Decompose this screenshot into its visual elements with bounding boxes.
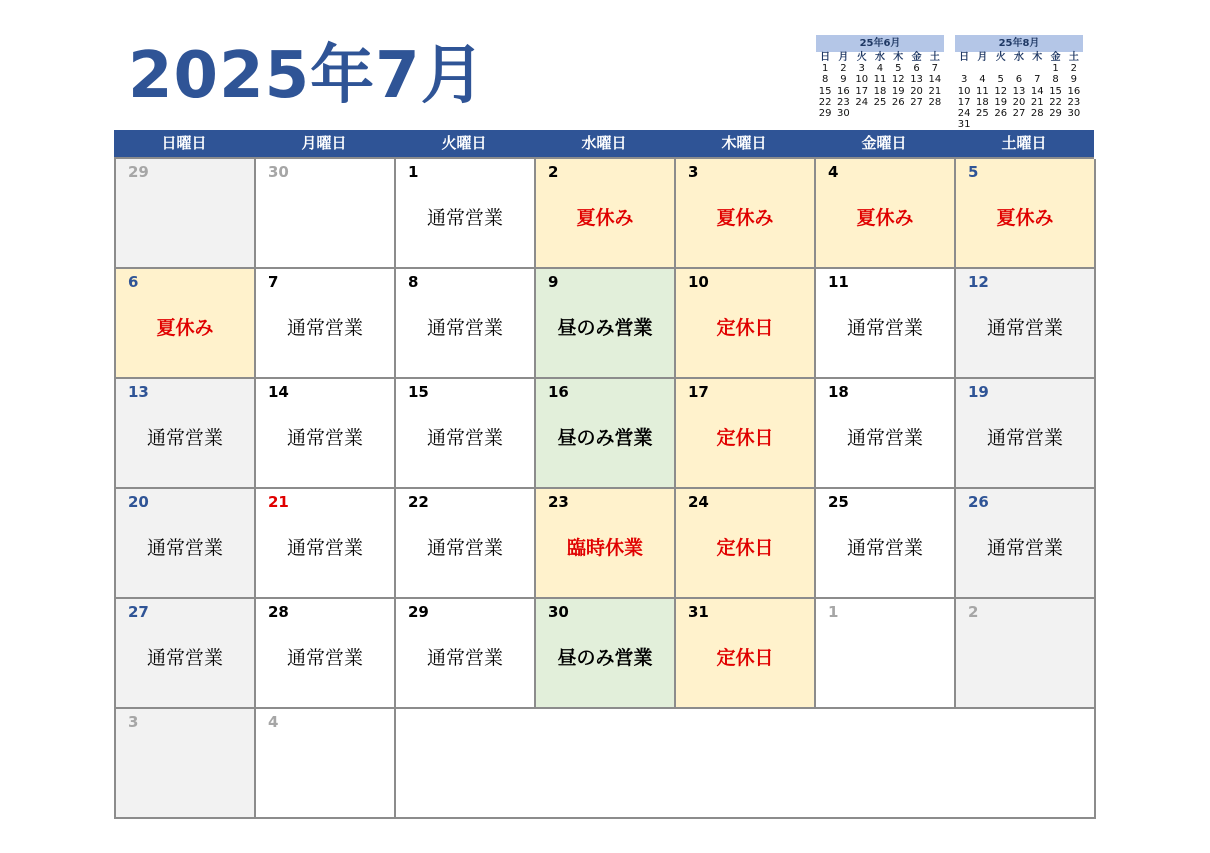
mini-day: 27	[1012, 108, 1026, 120]
day-cell	[256, 379, 396, 489]
day-number: 8	[408, 273, 419, 291]
day-status: 昼のみ営業	[557, 317, 653, 339]
day-cell	[536, 599, 676, 709]
day-cell	[956, 489, 1096, 599]
empty-area	[396, 709, 1096, 819]
weekday-header: 日曜日	[161, 134, 207, 152]
day-cell	[956, 599, 1096, 709]
mini-day: 11	[976, 85, 989, 97]
day-status: 夏休み	[576, 207, 634, 229]
mini-day: 22	[818, 96, 832, 108]
day-status: 夏休み	[716, 207, 774, 229]
day-number: 20	[128, 493, 149, 511]
mini-day: 30	[1067, 108, 1081, 120]
mini-day: 22	[1049, 96, 1062, 108]
day-number: 12	[968, 273, 989, 291]
day-number: 19	[968, 383, 989, 401]
day-number: 29	[128, 163, 149, 181]
day-cell	[956, 159, 1096, 269]
mini-calendar-grid	[816, 52, 944, 119]
mini-day: 28	[928, 96, 942, 108]
month-calendar	[114, 130, 1094, 819]
day-number: 25	[828, 493, 849, 511]
mini-day: 21	[928, 85, 942, 97]
mini-day: 20	[1012, 96, 1026, 108]
mini-day: 12	[994, 85, 1008, 97]
day-cell	[816, 599, 956, 709]
day-number: 28	[268, 603, 289, 621]
day-status: 昼のみ営業	[557, 647, 653, 669]
mini-day: 19	[994, 96, 1008, 108]
day-status: 臨時休業	[566, 537, 643, 559]
day-status: 通常営業	[846, 427, 923, 449]
day-number: 11	[828, 273, 849, 291]
day-cell	[536, 269, 676, 379]
mini-weekday: 水	[874, 52, 885, 63]
mini-day: 10	[855, 74, 869, 86]
day-number: 7	[268, 273, 279, 291]
mini-day: 24	[855, 96, 869, 108]
day-cell	[256, 159, 396, 269]
mini-calendar-grid	[955, 52, 1083, 130]
day-cell	[116, 709, 256, 819]
mini-day: 2	[840, 63, 847, 75]
mini-weekday: 水	[1013, 52, 1024, 63]
day-cell	[396, 269, 536, 379]
mini-day: 29	[818, 108, 832, 120]
mini-calendar-august	[955, 35, 1083, 130]
day-status: 通常営業	[426, 207, 503, 229]
day-number: 9	[548, 273, 559, 291]
day-number: 24	[688, 493, 709, 511]
day-number: 15	[408, 383, 429, 401]
day-cell	[956, 269, 1096, 379]
mini-day: 27	[910, 96, 923, 108]
mini-day: 18	[976, 96, 989, 108]
mini-day: 5	[895, 63, 902, 75]
mini-day: 3	[858, 63, 865, 75]
weekday-header: 火曜日	[441, 134, 487, 152]
mini-day: 1	[1052, 63, 1059, 75]
mini-day: 1	[821, 63, 829, 75]
day-status: 通常営業	[146, 537, 223, 559]
mini-day: 30	[837, 108, 850, 120]
weekday-header: 水曜日	[581, 134, 627, 152]
day-status: 通常営業	[286, 537, 363, 559]
mini-blank	[973, 63, 991, 74]
day-number: 22	[408, 493, 429, 511]
mini-day: 25	[873, 96, 887, 108]
day-cell	[256, 709, 396, 819]
day-number: 26	[968, 493, 989, 511]
day-cell	[396, 599, 536, 709]
day-cell	[256, 489, 396, 599]
day-cell	[256, 269, 396, 379]
day-status: 夏休み	[996, 207, 1054, 229]
mini-day: 3	[960, 74, 968, 86]
mini-weekday: 木	[1032, 52, 1043, 63]
mini-day: 2	[1070, 63, 1078, 75]
day-number: 2	[968, 603, 979, 621]
mini-day: 26	[994, 108, 1008, 120]
day-cell	[116, 269, 256, 379]
day-status: 通常営業	[426, 647, 503, 669]
day-status: 夏休み	[856, 207, 914, 229]
weekday-header: 月曜日	[301, 134, 347, 152]
day-cell	[536, 379, 676, 489]
mini-weekday: 火	[856, 52, 867, 63]
day-cell	[116, 379, 256, 489]
weekday-header: 木曜日	[721, 134, 767, 152]
mini-weekday: 土	[929, 52, 940, 63]
day-number: 23	[548, 493, 569, 511]
day-cell	[396, 489, 536, 599]
day-status: 通常営業	[846, 317, 923, 339]
mini-day: 17	[855, 85, 869, 97]
day-number: 18	[828, 383, 849, 401]
mini-day: 28	[1030, 108, 1044, 120]
day-cell	[816, 379, 956, 489]
mini-day: 9	[1070, 74, 1078, 86]
mini-day: 10	[957, 85, 971, 97]
day-number: 14	[268, 383, 289, 401]
mini-weekday: 月	[977, 52, 988, 63]
mini-blank	[992, 63, 1010, 74]
day-status: 通常営業	[426, 317, 503, 339]
mini-day: 6	[1015, 74, 1023, 86]
day-status: 通常営業	[986, 427, 1063, 449]
mini-calendar-title: 25年8月	[955, 35, 1083, 52]
day-cell	[116, 489, 256, 599]
day-number: 30	[268, 163, 289, 181]
day-cell	[676, 379, 816, 489]
day-number: 31	[688, 603, 709, 621]
mini-blank	[955, 63, 973, 74]
mini-day: 13	[910, 74, 923, 86]
day-number: 3	[128, 713, 139, 731]
day-cell	[676, 159, 816, 269]
mini-weekday: 火	[995, 52, 1006, 63]
mini-day: 4	[876, 63, 884, 75]
day-number: 4	[828, 163, 839, 181]
mini-day: 16	[1067, 85, 1081, 97]
mini-day: 26	[891, 96, 905, 108]
mini-weekday: 日	[820, 52, 831, 63]
mini-weekday: 土	[1068, 52, 1079, 63]
day-status: 通常営業	[986, 317, 1063, 339]
mini-day: 23	[1067, 96, 1081, 108]
mini-day: 24	[957, 108, 971, 120]
day-status: 通常営業	[846, 537, 923, 559]
mini-day: 31	[957, 119, 971, 131]
day-number: 13	[128, 383, 149, 401]
mini-day: 13	[1012, 85, 1026, 97]
day-number: 5	[968, 163, 979, 181]
day-status: 通常営業	[286, 317, 363, 339]
day-number: 1	[408, 163, 419, 181]
mini-day: 12	[891, 74, 905, 86]
day-number: 6	[128, 273, 139, 291]
mini-day: 18	[873, 85, 887, 97]
mini-day: 14	[1030, 85, 1044, 97]
mini-day: 7	[1034, 74, 1041, 86]
day-status: 夏休み	[156, 317, 214, 339]
day-status: 通常営業	[146, 427, 223, 449]
mini-day: 7	[931, 63, 939, 75]
day-status: 通常営業	[986, 537, 1063, 559]
day-status: 通常営業	[286, 427, 363, 449]
day-cell	[676, 599, 816, 709]
day-status: 通常営業	[286, 647, 363, 669]
mini-day: 14	[928, 74, 942, 86]
day-cell	[256, 599, 396, 709]
day-cell	[396, 379, 536, 489]
day-number: 4	[268, 713, 279, 731]
mini-day: 15	[1049, 85, 1062, 97]
mini-day: 11	[873, 74, 887, 86]
mini-blank	[1010, 63, 1028, 74]
day-number: 16	[548, 383, 569, 401]
mini-day: 19	[891, 85, 905, 97]
day-cell	[536, 159, 676, 269]
mini-day: 5	[997, 74, 1004, 86]
day-cell	[816, 159, 956, 269]
weekday-header: 金曜日	[861, 134, 907, 152]
day-cell	[956, 379, 1096, 489]
day-cell	[676, 269, 816, 379]
day-number: 2	[548, 163, 559, 181]
mini-weekday: 木	[893, 52, 904, 63]
mini-calendar-june	[816, 35, 944, 119]
mini-day: 16	[837, 85, 850, 97]
day-number: 30	[548, 603, 569, 621]
day-number: 29	[408, 603, 429, 621]
day-status: 通常営業	[146, 647, 223, 669]
day-cell	[536, 489, 676, 599]
mini-day: 6	[913, 63, 920, 75]
day-number: 21	[268, 493, 289, 511]
mini-calendar-title: 25年6月	[816, 35, 944, 52]
day-status: 定休日	[716, 647, 774, 669]
weekday-header: 土曜日	[1001, 134, 1047, 152]
day-status: 通常営業	[426, 537, 503, 559]
day-status: 昼のみ営業	[557, 427, 653, 449]
day-number: 27	[128, 603, 149, 621]
weekday-header-row	[114, 130, 1094, 157]
mini-weekday: 金	[1050, 52, 1061, 63]
mini-day: 23	[837, 96, 850, 108]
mini-weekday: 金	[911, 52, 922, 63]
mini-day: 8	[821, 74, 829, 86]
mini-blank	[1028, 63, 1046, 74]
mini-weekday: 日	[959, 52, 970, 63]
mini-day: 4	[979, 74, 986, 86]
day-number: 17	[688, 383, 709, 401]
day-number: 1	[828, 603, 839, 621]
mini-day: 25	[976, 108, 989, 120]
mini-day: 9	[840, 74, 847, 86]
day-status: 通常営業	[426, 427, 503, 449]
mini-day: 20	[910, 85, 923, 97]
day-cell	[116, 599, 256, 709]
mini-day: 8	[1052, 74, 1059, 86]
day-status: 定休日	[716, 427, 774, 449]
day-number: 3	[688, 163, 699, 181]
mini-weekday: 月	[838, 52, 849, 63]
mini-day: 21	[1030, 96, 1044, 108]
day-status: 定休日	[716, 317, 774, 339]
page-title: 2025年7月	[128, 39, 486, 113]
day-number: 10	[688, 273, 709, 291]
mini-day: 17	[957, 96, 971, 108]
day-cell	[676, 489, 816, 599]
calendar-grid	[114, 157, 1094, 819]
day-cell	[816, 489, 956, 599]
day-cell	[816, 269, 956, 379]
day-status: 定休日	[716, 537, 774, 559]
mini-day: 29	[1049, 108, 1062, 120]
day-cell	[116, 159, 256, 269]
day-cell	[396, 159, 536, 269]
mini-day: 15	[818, 85, 832, 97]
